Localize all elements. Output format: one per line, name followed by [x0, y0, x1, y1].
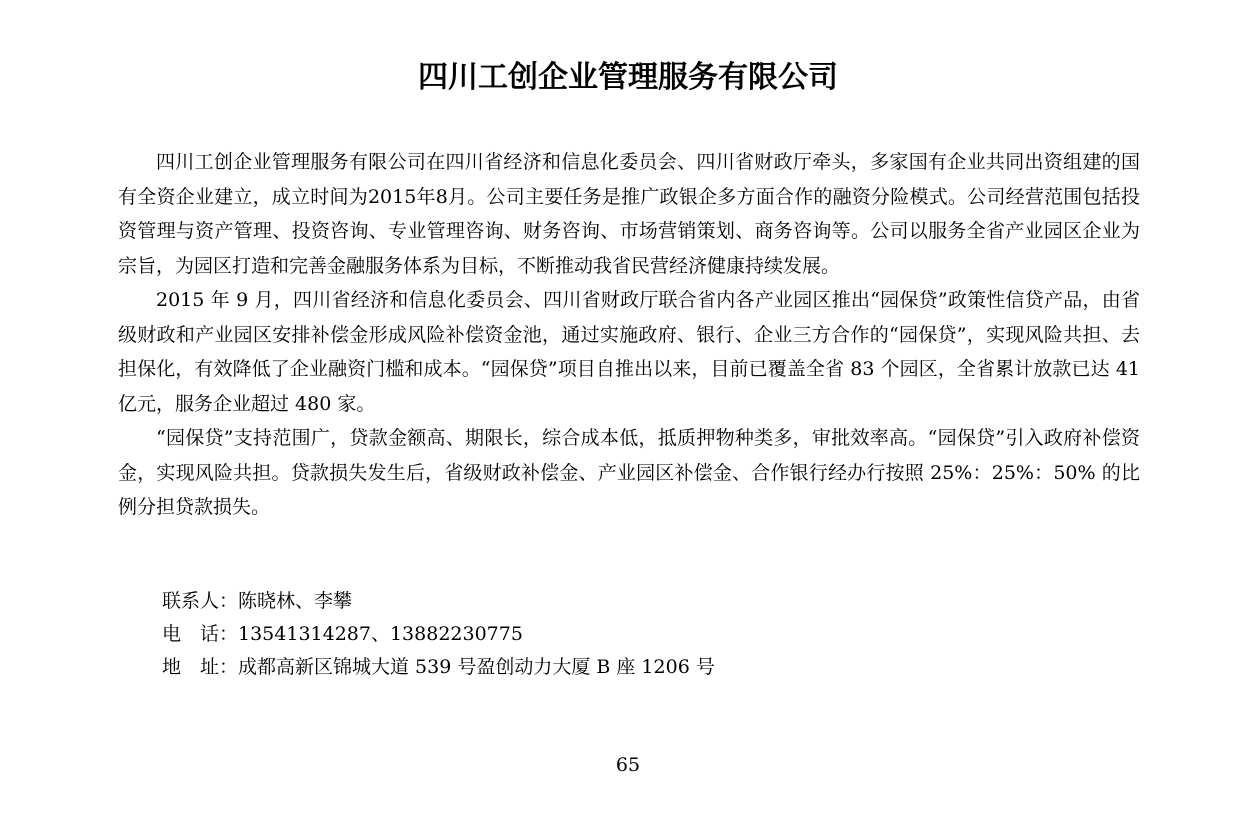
- contact-phone: 电 话：13541314287、13882230775: [162, 623, 523, 645]
- contact-block: [162, 585, 715, 684]
- paragraph-product-intro: 2015 年 9 月，四川省经济和信息化委员会、四川省财政厅联合省内各产业园区推出“园保贷”政策性信贷产品，由省级财政和产业园区安排补偿金形成风险补偿资金池，通过实施政府、银行、企业三方合作的“园保贷”，实现风险共担、去担保化，有效降低了企业融资门槛和成本。“园保贷”项目自推出以来，目前已覆盖全省 83 个园区，全省累计放款已达 41 亿元，服务企业超过 480 家。: [118, 289, 1140, 415]
- body-text: [118, 145, 1140, 525]
- paragraph-company-intro: 四川工创企业管理服务有限公司在四川省经济和信息化委员会、四川省财政厅牵头，多家国有企业共同出资组建的国有全资企业建立，成立时间为2015年8月。公司主要任务是推广政银企多方面合作的融资分险模式。公司经营范围包括投资管理与资产管理、投资咨询、专业管理咨询、财务咨询、市场营销策划、商务咨询等。公司以服务全省产业园区企业为宗旨，为园区打造和完善金融服务体系为目标，不断推动我省民营经济健康持续发展。: [118, 151, 1140, 277]
- page-number: 65: [615, 754, 641, 776]
- page-title: 四川工创企业管理服务有限公司: [418, 60, 838, 95]
- contact-person: 联系人：陈晓林、李攀: [162, 590, 353, 612]
- contact-address: 地 址：成都高新区锦城大道 539 号盈创动力大厦 B 座 1206 号: [162, 656, 715, 678]
- paragraph-product-features: “园保贷”支持范围广，贷款金额高、期限长，综合成本低，抵质押物种类多，审批效率高。“园保贷”引入政府补偿资金，实现风险共担。贷款损失发生后，省级财政补偿金、产业园区补偿金、合作银行经办行按照 25%：25%：50% 的比例分担贷款损失。: [118, 427, 1140, 518]
